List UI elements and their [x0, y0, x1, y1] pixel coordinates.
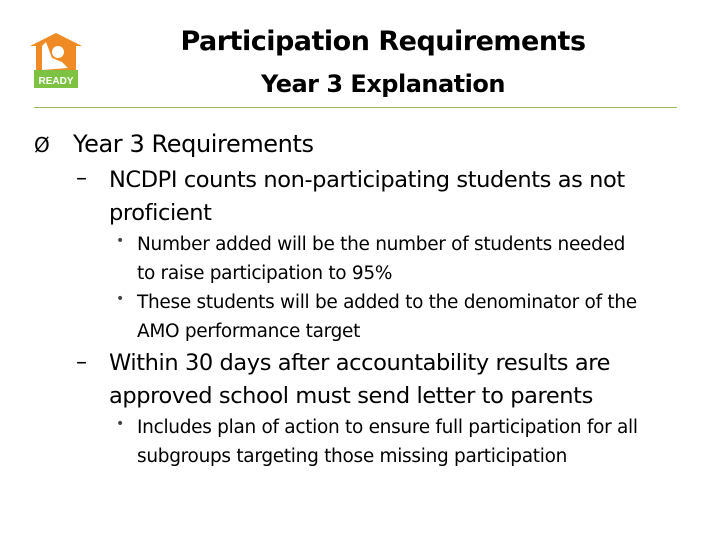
title-divider [34, 107, 677, 108]
dot-bullet-icon: • [116, 291, 125, 307]
dot-bullet-icon: • [116, 233, 125, 249]
bullet-level2: NCDPI counts non-participating students as not proficient [109, 167, 625, 226]
dash-bullet-icon: – [76, 166, 87, 191]
arrow-bullet-icon: Ø [34, 133, 50, 157]
bullet-level2: Within 30 days after accountability results are approved school must send letter to parents [109, 350, 611, 409]
dash-bullet-icon: – [76, 350, 87, 375]
bullet-level1: Year 3 Requirements [73, 130, 314, 158]
bullet-level3: Includes plan of action to ensure full participation for all subgroups targeting those missing participation [137, 417, 638, 467]
bullet-level3: Number added will be the number of students needed to raise participation to 95% [137, 234, 626, 284]
slide-title: Participation Requirements [180, 26, 586, 57]
dot-bullet-icon: • [116, 416, 125, 432]
slide-subtitle: Year 3 Explanation [261, 70, 505, 98]
svg-text:READY: READY [38, 76, 74, 87]
bullet-level3: These students will be added to the denominator of the AMO performance target [137, 292, 637, 342]
